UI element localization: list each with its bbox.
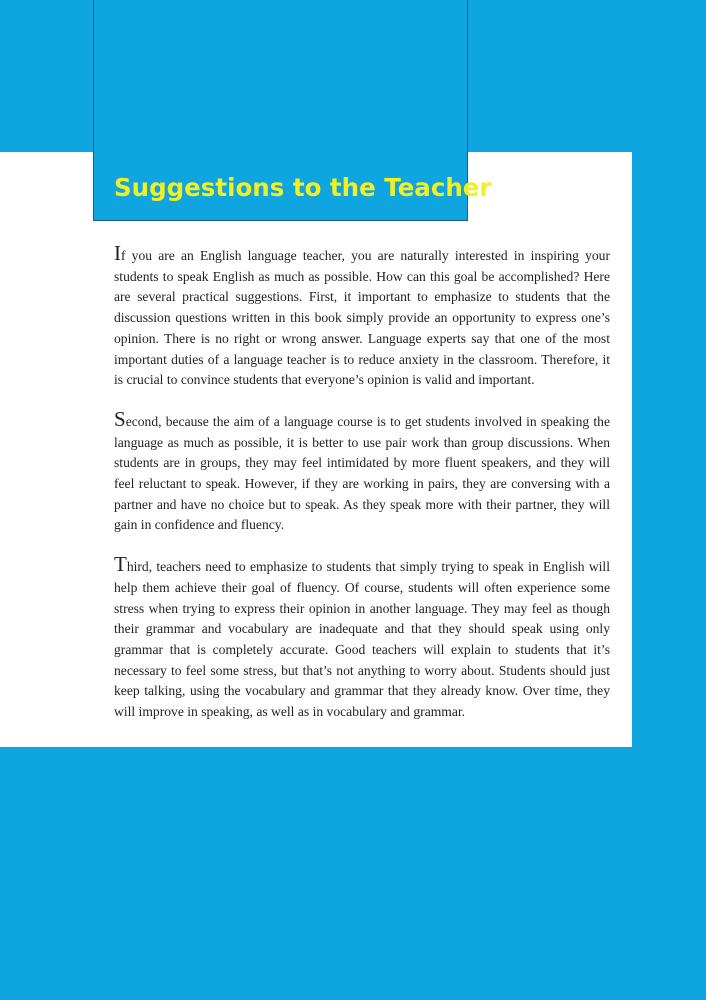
initial-letter: I [114,241,121,265]
initial-letter: T [114,552,127,577]
paragraph-text: econd, because the aim of a language course is to get students involved in speaking the language as much as possible, it is better to use pair work than group discussions. When students are in groups, they may feel intimidated by more fluent speakers, and they will feel reluctant to speak. However, if they are working in pairs, they are conversing with a partner and have no choice but to speak. As they speak more with their partner, they will gain in confidence and fluency. [114,413,610,533]
title-block [93,0,492,221]
page-title: Suggestions to the Teacher [114,173,492,202]
paragraph-text: f you are an English language teacher, you are naturally interested in inspiring your students to speak English as much as possible. How can this goal be accomplished? Here are several practical suggestions. First, it important to emphasize to students that the discussion questions written in this book simply provide an opportunity to express one’s opinion. There is no right or wrong answer. Language experts say that one of the most important duties of a language teacher is to reduce anxiety in the classroom. Therefore, it is crucial to convince students that everyone’s opinion is valid and important. [114,248,610,388]
body-text [114,243,610,741]
paragraph-1 [114,243,610,391]
paragraph-2 [114,406,610,536]
paragraph-text: hird, teachers need to emphasize to students that simply trying to speak in English will help them achieve their goal of fluency. Of course, students will often experience some stress when trying to express their opinion in another language. They may feel as though their grammar and vocabulary are inadequate and that they should speak using only grammar that is completely accurate. Good teachers will explain to students that it’s necessary to feel some stress, but that’s not anything to worry about. Students should just keep talking, using the vocabulary and grammar that they already know. Over time, they will improve in speaking, as well as in vocabulary and grammar. [114,559,610,720]
paragraph-3 [114,554,610,723]
initial-letter: S [114,406,126,431]
